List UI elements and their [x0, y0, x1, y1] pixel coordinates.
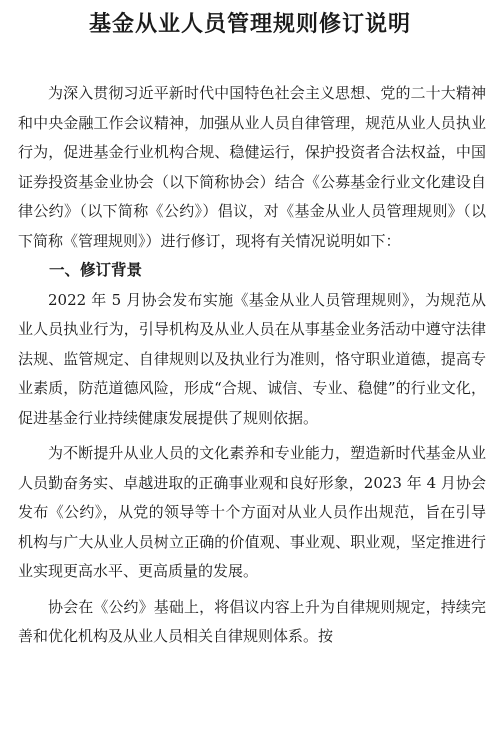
intro-paragraph: 为深入贯彻习近平新时代中国特色社会主义思想、党的二十大精神和中央金融工作会议精神，加强从业人员自律管理，规范从业人员执业行为，促进基金行业机构合规、稳健运行，保护投资者合法权益，中国证券投资基金业协会（以下简称协会）结合《公募基金行业文化建设自律公约》（以下简称《公约》）倡议，对《基金从业人员管理规则》（以下简称《管理规则》）进行修订，现将有关情况说明如下：	[18, 84, 486, 250]
section-heading-background: 一、修订背景	[49, 261, 143, 279]
background-paragraph-1: 2022 年 5 月协会发布实施《基金从业人员管理规则》，为规范从业人员执业行为，引导机构及从业人员在从事基金业务活动中遵守法律法规、监管规定、自律规则以及执业行为准则，恪守职业道德，提高专业素质，防范道德风险，形成“合规、诚信、专业、稳健”的行业文化，促进基金行业持续健康发展提供了规则依据。	[18, 290, 486, 427]
background-paragraph-2: 为不断提升从业人员的文化素养和专业能力，塑造新时代基金从业人员勤奋务实、卓越进取的正确事业观和良好形象，2023 年 4 月协会发布《公约》，从党的领导等十个方面对从业人员作出规范，旨在引导机构与广大从业人员树立正确的价值观、事业观、职业观，坚定推进行业实现更高水平、更高质量的发展。	[18, 444, 486, 580]
background-paragraph-3: 协会在《公约》基础上，将倡议内容上升为自律规则规定，持续完善和优化机构及从业人员相关自律规则体系。按	[18, 597, 486, 645]
document-title: 基金从业人员管理规则修订说明	[88, 12, 411, 37]
document-body	[18, 79, 486, 652]
